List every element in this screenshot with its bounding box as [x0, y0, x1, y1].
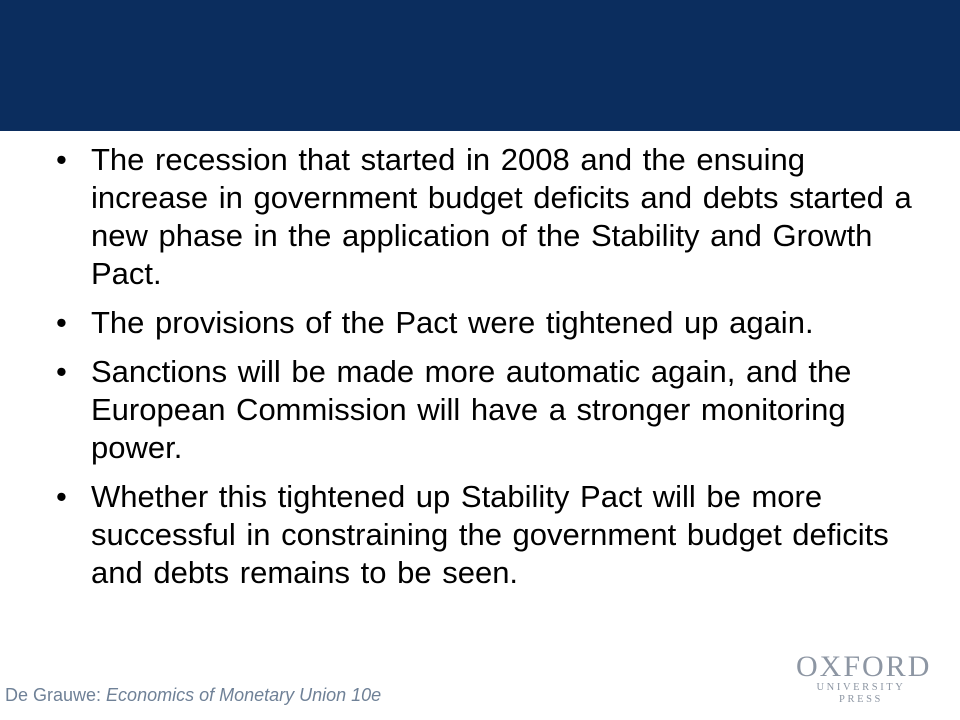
bullet-text: The recession that started in 2008 and the ensuing increase in government budget deficits and debts started a new phase in the application of the Stability and Growth Pact.: [91, 142, 912, 291]
bullet-item: [56, 141, 916, 293]
logo-wordmark: OXFORD: [796, 650, 932, 683]
bullet-text: The provisions of the Pact were tightened up again.: [91, 305, 814, 340]
bullet-item: [56, 304, 916, 342]
logo-subtitle: UNIVERSITY PRESS: [816, 682, 906, 705]
header-band: [0, 0, 960, 131]
bullet-marker: •: [56, 142, 67, 177]
publisher-logo: [796, 650, 932, 705]
bullet-marker: •: [56, 479, 67, 514]
bullet-text: Whether this tightened up Stability Pact will be more successful in constraining the government budget deficits and debts remains to be seen.: [91, 479, 889, 590]
bullet-item: [56, 478, 916, 592]
bullet-marker: •: [56, 305, 67, 340]
footer-credit: [5, 684, 381, 706]
bullet-list: [56, 141, 916, 603]
bullet-marker: •: [56, 354, 67, 389]
bullet-item: [56, 353, 916, 467]
footer-author: De Grauwe:: [5, 685, 107, 705]
bullet-text: Sanctions will be made more automatic again, and the European Commission will have a stronger monitoring power.: [91, 354, 852, 465]
footer-book-title: Economics of Monetary Union 10e: [106, 685, 382, 705]
